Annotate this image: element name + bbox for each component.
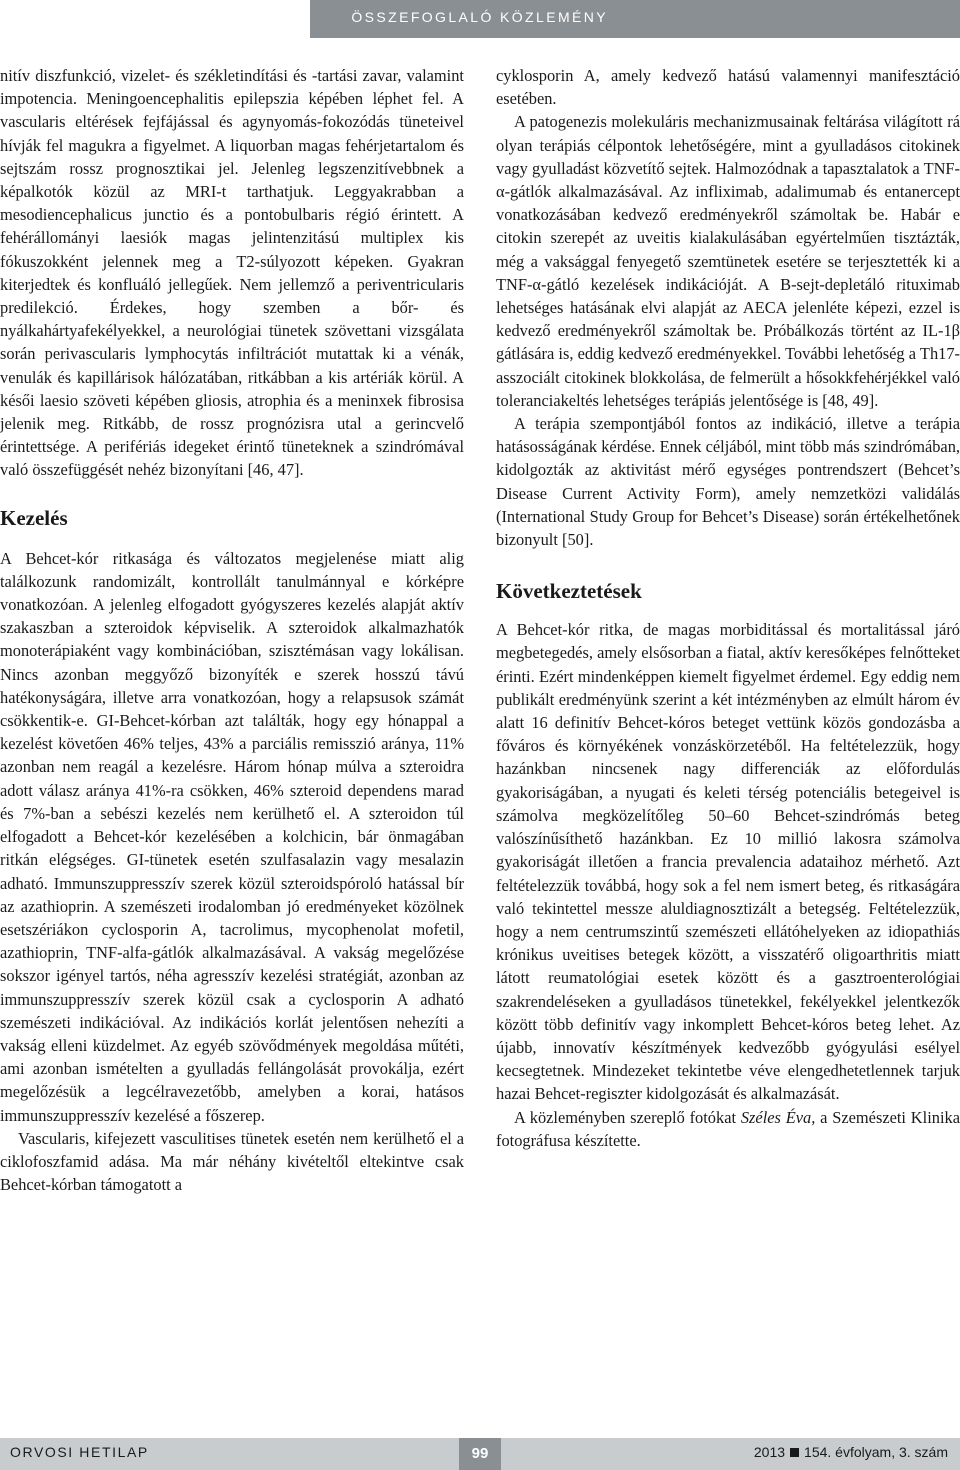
left-paragraph-1: nitív diszfunkció, vizelet- és székletindítási és -tartási zavar, valamint impotencia. Meningoencephalitis epilepszia képében léphet fel. A vascularis eltérések fejfájással és agynyomás-fokozódás tüneteivel hívják fel magukra a figyelmet. A liquorban magas fehérjetartalom és sejtszám rossz prognosztikai jel. Jelenleg legszenzitívebbnek a képalkotók közül az MRI-t tarthatjuk. Leggyakrabban a mesodiencephalicus junctio és a pontobulbaris régió érintett. A fehérállományi laesiók magas jelintenzitású multiplex kis fókuszokként jelennek meg a T2-súlyozott képeken. Gyakran kiterjedtek és konfluáló jellegűek. Nem jellemző a periventricularis predilekció. Érdekes, hogy szemben a bőr- és nyálkahártyafekélyekkel, a neurológiai tünetek szövettani vizsgálata során perivascularis lymphocytás infiltrációt mutattak ki a vénák, venulák és kapillárisok hálózatában, ritkábban a kis artériák körül. A késői laesio szöveti képében gliosis, atrophia és a meninxek fibrosisa jelenik meg. Ritkább, de rossz prognózisra utal a gerincvelő érintettsége. A perifériás idegeket érintő tüneteknek a szindrómával való összefüggését nehéz bizonyítani [46, 47]. [0, 66, 464, 480]
right-paragraph-4: A Behcet-kór ritka, de magas morbiditással és mortalitással járó megbetegedés, amely elsősorban a fiatal, aktív keresőképes felnőtteket érinti. Ezért mindenképpen kiemelt figyelmet érdemel. Egy eddig nem publikált eredményünk szerint a két intézményben az elmúlt három év alatt 16 definitív Behcet-kóros beteget vettünk közös gondozásba a főváros és környékének vonzáskörzetéből. Ha feltételezzük, hogy hazánkban nincsenek nagy differenciák az előfordulás gyakoriságában, a nyugati és keleti térség potenciális betegeivel is számolva megközelítőleg 50–60 Behcet-szindrómás beteg valószínűsíthető hazánkban. Ez 10 millió lakosra számolva gyakoriságát illetően a francia prevalencia adataihoz mérhető. Azt feltételezzük továbbá, hogy sok a fel nem ismert beteg, és ritkaságára való tekintettel messze aluldiagnosztizált a betegség. Feltételezzük, hogy a nem centrumszintű szemészeti ellátóhelyeken az idiopathiás krónikus uveitises betegek között, a visszatérő oligoarthritis miatt látott reumatológiai esetek között és a gasztroenterológiai szakrendeléseken a gyulladásos tünetekkel, fekélyekkel jelentkezők között több definitív vagy inkomplett Behcet-kóros beteg lehet. Az újabb, innovatív készítmények kedvezőbb gyógyulási esélyel kecsegtetnek. Mindezeket tekintetbe véve elengedhetetlennek tarjuk hazai Behcet-regiszter kidolgozását és alkalmazását. [496, 620, 960, 1104]
left-paragraph-2: A Behcet-kór ritkasága és változatos megjelenése miatt alig találkozunk randomizált, kontrollált tanulmánnyal e kórképre vonatkozóan. A jelenleg elfogadott gyógyszeres kezelés alapját aktív szakaszban a szteroidok képviselik. A szteroidok alkalmazhatók monoterápiaként vagy kombinációban, szisztémásan vagy lokálisan. Nincs azonban meggyőző bizonyíték e szerek hosszú távú hatékonyságára, illetve arra vonatkozóan, hogy a relapsusok számát csökkentik-e. GI-Behcet-kórban azt találták, hogy egy hónappal a kezelést követően 46% teljes, 43% a parciális remisszió aránya, 11% azonban nem reagál a kezelésre. Három hónap múlva a szteroidra adott válasz aránya 41%-ra csökken, 46% szteroid dependens marad és 7%-ban a sebészi kezelés nem kerülhető el. A szteroidon túl elfogadott a Behcet-kór kezelésében a kolchicin, bár önmagában ritkán elégséges. GI-tünetek esetén szulfasalazin vagy mesalazin adható. Immunszuppresszív szerek közül szteroidspóroló hatással bír az azathioprin. A szemészeti irodalomban jó eredményeket közölnek esetszériákon cyclosporin A, tacrolimus, mycophenolat mofetil, azathioprin, TNF-alfa-gátlók alkalmazásával. A vakság megelőzése sokszor igényel tartós, néha agresszív kezelési stratégiát, azonban az immunszuppresszív szerek közül csak a cyclosporin A adható szemészeti indikációval. Az indikációs korlát jelentősen nehezíti a vakság elleni küzdelmet. Az egyéb szövődmények megoldása műtéti, ami azonban ismételten a gyulladás fellángolását provokálja, ezért megelőzésük a legcélravezetőbb, amelyben a korai, hatásos immunszuppresszív kezelésé a főszerep. [0, 548, 464, 1125]
section-label: ÖSSZEFOGLALÓ KÖZLEMÉNY [351, 9, 608, 25]
credit-text-after: a Szemészeti Klinika fotográfusa készítette. [496, 1107, 960, 1150]
right-paragraph-1: cyklosporin A, amely kedvező hatású valamennyi manifesztáció esetében. [496, 66, 960, 109]
right-column [496, 64, 960, 1152]
right-paragraph-5 [496, 1106, 960, 1152]
heading-kovetkeztetesek: Következtetések [496, 579, 642, 604]
square-bullet-icon [790, 1448, 799, 1457]
right-paragraph-2: A patogenezis molekuláris mechanizmusainak feltárása világított rá olyan terápiás célpontok lehetőségére, mint a gyulladásos citokinek vagy gyulladást közvetítő sejtek. Halmozódnak a tapasztalatok a TNF-α-gátlók alkalmazásával. Az infliximab, adalimumab és entanercept vonatkozásában kedvező eredményekről számoltak be. Habár e citokin szerepét az uveitis kialakulásában egyértelműen tisztázták, még a vaksággal fenyegető szemtünetek esetére se terjesztették ki a TNF-α-gátló kezelések indikációját. A B-sejt-depletáló rituximab lehetséges hatásának elvi alapját az AECA jelenléte képezi, ezzel is kedvező eredményekről számoltak be. Próbálkozás történt az IL-1β gátlására is, eddig kedvező eredményekkel. További lehetőség a Th17-asszociált citokinek blokkolása, de felmerült a hősokkfehérjékkel való toleranciakeltés lehetséges terápiás jelentősége is [48, 49]. [496, 112, 960, 410]
right-paragraph-3: A terápia szempontjából fontos az indikáció, illetve a terápia hatásosságának kérdése. Ennek céljából, mint több más szindrómában, kidolgozták az aktivitást mérő egységes pontrendszert (Behcet’s Disease Current Activity Form), amely nemzetközi validálás (International Study Group for Behcet’s Disease) során értékelhetőnek bizonyult [50]. [496, 414, 960, 550]
credit-text-before: A közleményben szereplő fotókat [514, 1107, 737, 1127]
left-paragraph-3: Vascularis, kifejezett vasculitises tünetek esetén nem kerülhető el a ciklofoszfamid adása. Ma már néhány kivételtől eltekintve csak Behcet-kórban támogatott a [0, 1128, 464, 1195]
page-number: 99 [471, 1445, 489, 1462]
issue-info [754, 1444, 948, 1460]
left-column [0, 64, 464, 1196]
heading-kezeles: Kezelés [0, 505, 68, 530]
volume-issue: 154. évfolyam, 3. szám [804, 1444, 948, 1460]
photographer-name: Széles Éva, [740, 1107, 816, 1127]
year: 2013 [753, 1444, 786, 1460]
journal-name: ORVOSI HETILAP [10, 1444, 149, 1460]
